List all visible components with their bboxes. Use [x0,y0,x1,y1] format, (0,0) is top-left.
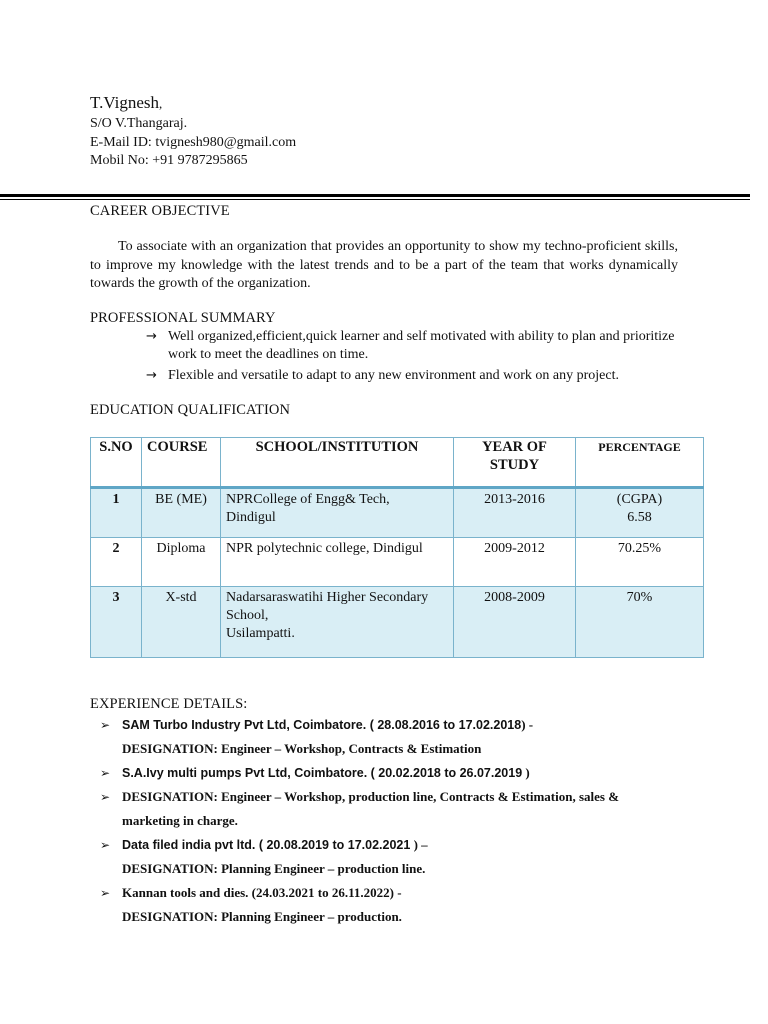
candidate-name-suffix: , [159,96,163,111]
cell-sno: 1 [91,488,142,538]
experience-designation: DESIGNATION: Planning Engineer – production line. [122,861,426,876]
percentage-line: 70% [626,590,653,605]
percentage-line: (CGPA) [616,492,663,507]
mobile-line: Mobil No: +91 9787295865 [90,153,248,168]
cell-institution [221,538,454,587]
cell-institution [221,488,454,538]
header-divider-thick [0,194,750,197]
cell-percentage [576,538,704,587]
cell-sno: 2 [91,538,142,587]
column-header-sno: S.NO [91,438,142,488]
experience-tail: ) – [410,837,428,852]
arrowhead-bullet-icon: ➢ [100,838,111,852]
summary-item-text: Flexible and versatile to adapt to any new environment and work on any project. [168,368,619,383]
column-header-percentage: PERCENTAGE [576,438,704,488]
professional-summary-list [146,328,706,388]
cell-percentage [576,488,704,538]
experience-heading: EXPERIENCE DETAILS: [90,696,248,712]
experience-designation: DESIGNATION: Planning Engineer – production. [122,909,402,924]
experience-tail: ) - [521,717,534,732]
cell-percentage [576,587,704,658]
candidate-name [90,92,710,115]
experience-company: SAM Turbo Industry Pvt Ltd, Coimbatore. [122,718,367,732]
experience-dates: ( 28.08.2016 to 17.02.2018 [366,718,522,732]
experience-dates: ( 20.08.2019 to 17.02.2021 [255,838,411,852]
percentage-line: 70.25% [617,541,662,556]
experience-company: Data filed india pvt ltd. [122,838,256,852]
column-header-year: YEAR OF STUDY [454,438,576,488]
email-line: E-Mail ID: tvignesh980@gmail.com [90,134,297,150]
table-row [91,587,704,658]
cell-institution [221,587,454,658]
arrowhead-bullet-icon: ➢ [100,718,111,732]
cell-course: Diploma [142,538,221,587]
experience-item [100,713,710,737]
institution-line: Nadarsaraswatihi Higher Secondary [226,590,429,605]
experience-list [100,713,710,929]
candidate-name-text: T.Vignesh [90,93,160,112]
summary-item [146,328,706,364]
cell-course: BE (ME) [142,488,221,538]
column-header-course: COURSE [142,438,221,488]
percentage-line: 6.58 [627,510,652,525]
experience-item [100,737,710,761]
institution-line: NPR polytechnic college, Dindigul [226,541,423,556]
institution-line: Dindigul [226,510,276,525]
experience-company: Kannan tools and dies. (24.03.2021 to 26.11.2022) - [122,885,402,900]
arrowhead-bullet-icon: ➢ [100,790,111,804]
experience-item [100,857,710,881]
career-objective-heading: CAREER OBJECTIVE [90,203,230,219]
education-table [90,437,704,658]
column-header-institution: SCHOOL/INSTITUTION [221,438,454,488]
summary-item-text: Well organized,efficient,quick learner and self motivated with ability to plan and prioritize work to meet the deadlines on time. [168,329,675,362]
experience-item [100,809,710,833]
experience-company: S.A.Ivy multi pumps Pvt Ltd, Coimbatore. [122,766,368,780]
arrowhead-bullet-icon: ➢ [100,766,111,780]
summary-item [146,367,706,385]
cell-year: 2009-2012 [454,538,576,587]
header-divider-thin [0,199,750,200]
education-header-row [91,438,704,488]
career-objective-text: To associate with an organization that provides an opportunity to show my techno-proficient skills, to improve my knowledge with the latest trends and to be a part of the team that works dynamically towards the growth of the organization. [90,239,678,291]
arrowhead-bullet-icon: ➢ [100,886,111,900]
resume-header [90,92,710,171]
experience-dates: ( 20.02.2018 to 26.07.2019 [367,766,523,780]
table-row [91,488,704,538]
right-arrow-icon: → [146,329,157,344]
cell-year: 2013-2016 [454,488,576,538]
experience-item [100,761,710,785]
experience-item [100,833,710,857]
experience-item [100,905,710,929]
experience-item [100,785,710,809]
cell-course: X-std [142,587,221,658]
cell-year: 2008-2009 [454,587,576,658]
institution-line: NPRCollege of Engg& Tech, [226,492,390,507]
table-row [91,538,704,587]
education-heading: EDUCATION QUALIFICATION [90,402,291,418]
experience-tail: ) [522,765,530,780]
right-arrow-icon: → [146,368,157,383]
institution-line: Usilampatti. [226,626,295,641]
professional-summary-heading: PROFESSIONAL SUMMARY [90,310,276,326]
experience-designation: DESIGNATION: Engineer – Workshop, Contracts & Estimation [122,741,482,756]
cell-sno: 3 [91,587,142,658]
experience-designation: marketing in charge. [122,813,238,828]
experience-item [100,881,710,905]
parent-line: S/O V.Thangaraj. [90,116,188,131]
experience-designation: DESIGNATION: Engineer – Workshop, production line, Contracts & Estimation, sales & [122,789,620,804]
institution-line: School, [226,608,269,623]
